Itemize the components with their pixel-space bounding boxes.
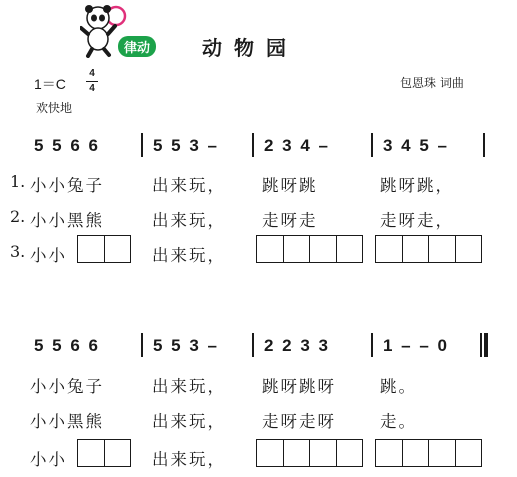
notation-row-1 xyxy=(0,136,517,158)
barline xyxy=(252,333,254,357)
barline xyxy=(141,133,143,157)
measure-2-1: 5 5 6 6 xyxy=(34,336,98,355)
blank-answer-box[interactable] xyxy=(77,439,131,467)
lyric: 出来玩， xyxy=(152,377,226,396)
lyric: 小小兔子 xyxy=(30,176,104,195)
measure-2-2: 5 5 3 – xyxy=(153,336,217,355)
blank-answer-box[interactable] xyxy=(375,235,482,263)
measure-1-4: 3 4 5 – xyxy=(383,136,447,155)
lyric: 走。 xyxy=(380,412,417,431)
final-barline-thin xyxy=(480,333,482,357)
measure-1-2: 5 5 3 – xyxy=(153,136,217,155)
measure-2-4: 1 – – 0 xyxy=(383,336,447,355)
lyric: 小小 xyxy=(30,450,67,469)
measure-1-3: 2 3 4 – xyxy=(264,136,328,155)
key-signature: 1＝C xyxy=(34,76,66,92)
verse-number: 1. xyxy=(10,172,26,191)
barline xyxy=(371,333,373,357)
song-title: 动物园 xyxy=(202,36,298,60)
blank-answer-box[interactable] xyxy=(77,235,131,263)
lyric: 出来玩， xyxy=(152,450,226,469)
blank-answer-box[interactable] xyxy=(256,439,363,467)
lyric: 小小黑熊 xyxy=(30,412,104,431)
lyric: 走呀走 xyxy=(262,211,318,230)
blank-answer-box[interactable] xyxy=(375,439,482,467)
lyric: 出来玩， xyxy=(152,246,226,265)
lyric: 跳呀跳呀 xyxy=(262,377,336,396)
measure-1-1: 5 5 6 6 xyxy=(34,136,98,155)
lyric: 出来玩， xyxy=(152,211,226,230)
lyric: 出来玩， xyxy=(152,176,226,195)
barline xyxy=(252,133,254,157)
tempo-marking: 欢快地 xyxy=(36,101,73,115)
lyric: 跳。 xyxy=(380,377,417,396)
section-badge: 律动 xyxy=(118,36,156,57)
time-signature-line xyxy=(86,81,98,82)
song-credit: 包恩珠 词曲 xyxy=(400,76,464,90)
time-signature-bottom: 4 xyxy=(89,83,95,94)
verse-number: 2. xyxy=(10,207,26,226)
lyric: 小小 xyxy=(30,246,67,265)
lyric: 跳呀跳， xyxy=(380,176,454,195)
time-signature-top: 4 xyxy=(89,68,95,79)
verse-number: 3. xyxy=(10,242,26,261)
lyric: 出来玩， xyxy=(152,412,226,431)
lyric: 小小黑熊 xyxy=(30,211,104,230)
measure-2-3: 2 2 3 3 xyxy=(264,336,328,355)
lyric: 小小兔子 xyxy=(30,377,104,396)
barline xyxy=(371,133,373,157)
final-barline-thick xyxy=(484,333,488,357)
barline xyxy=(483,133,485,157)
notation-row-2 xyxy=(0,336,517,358)
lyric: 走呀走呀 xyxy=(262,412,336,431)
barline xyxy=(141,333,143,357)
blank-answer-box[interactable] xyxy=(256,235,363,263)
lyric: 跳呀跳 xyxy=(262,176,318,195)
lyric: 走呀走， xyxy=(380,211,454,230)
